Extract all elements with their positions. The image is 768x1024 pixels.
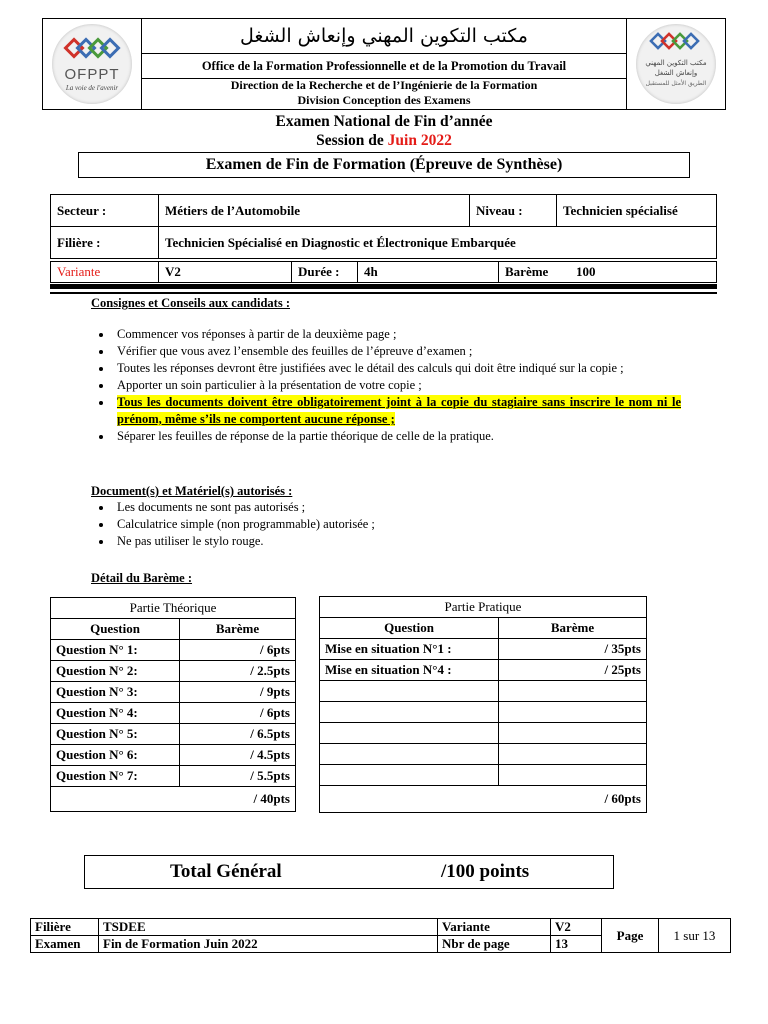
footer-page-label: Page <box>602 919 659 953</box>
practice-total: / 60pts <box>320 786 647 813</box>
ofppt-logo-emblem-arabic <box>636 24 716 104</box>
office-name: Office de la Formation Professionnelle et de la Promotion du Travail <box>142 53 626 79</box>
footer-table <box>30 918 731 953</box>
consigne-item: • Séparer les feuilles de réponse de la partie théorique de celle de la pratique. <box>113 428 681 445</box>
exam-info-table <box>50 194 717 259</box>
secteur-label: Secteur : <box>51 195 159 227</box>
col-bareme: Barème <box>499 618 647 639</box>
documents-section <box>91 484 681 550</box>
question-label: Question N° 4: <box>51 703 180 724</box>
exam-national-title: Examen National de Fin d’année <box>275 113 493 130</box>
question-label: Question N° 5: <box>51 724 180 745</box>
variante-label: Variante <box>51 262 159 283</box>
consigne-item: • Toutes les réponses devront être justifiées avec le détail des calculs qui doit être indiqué sur la copie ; <box>113 360 681 377</box>
direction-line: Direction de la Recherche et de l’Ingénierie de la Formation <box>230 78 538 92</box>
situation-label <box>320 744 499 765</box>
duree-value: 4h <box>358 262 499 283</box>
ofppt-logo-left <box>43 19 142 109</box>
logo-arabic-text: مكتب التكوين المهني وإنعاش الشغل <box>645 59 707 77</box>
documents-list <box>91 499 681 550</box>
total-label: Total Général <box>170 861 282 882</box>
question-label: Question N° 7: <box>51 766 180 787</box>
question-points: / 6pts <box>180 640 296 661</box>
col-question: Question <box>51 619 180 640</box>
ofppt-logo-emblem <box>52 24 132 104</box>
documents-title: Document(s) et Matériel(s) autorisés : <box>91 484 293 498</box>
niveau-label: Niveau : <box>470 195 557 227</box>
division-line: Division Conception des Examens <box>297 93 471 107</box>
situation-points <box>499 702 647 723</box>
footer-filiere-label: Filière <box>31 919 99 936</box>
col-bareme: Barème <box>180 619 296 640</box>
logo-arabic-tagline: الطريق الأمثل للمستقبل <box>645 80 707 87</box>
footer-page-value: 1 sur 13 <box>659 919 731 953</box>
footer-variante-label: Variante <box>438 919 551 936</box>
situation-label <box>320 765 499 786</box>
total-general-box <box>84 855 614 889</box>
arabic-title: مكتب التكوين المهني وإنعاش الشغل <box>240 25 528 47</box>
consignes-section <box>91 296 681 445</box>
document-item: • Ne pas utiliser le stylo rouge. <box>113 533 681 550</box>
question-label: Question N° 3: <box>51 682 180 703</box>
consigne-item-highlighted <box>113 394 681 428</box>
question-label: Question N° 6: <box>51 745 180 766</box>
session-prefix: Session de <box>316 132 388 149</box>
bareme-detail-title: Détail du Barème : <box>91 571 193 585</box>
filiere-value: Technicien Spécialisé en Diagnostic et Électronique Embarquée <box>159 227 717 259</box>
theory-total: / 40pts <box>51 787 296 812</box>
situation-label <box>320 681 499 702</box>
situation-points: / 35pts <box>499 639 647 660</box>
niveau-value: Technicien spécialisé <box>557 195 717 227</box>
logo-text: OFPPT <box>64 66 120 83</box>
footer-examen-label: Examen <box>31 936 99 953</box>
question-points: / 6.5pts <box>180 724 296 745</box>
consigne-item: • Apporter un soin particulier à la présentation de votre copie ; <box>113 377 681 394</box>
duree-label: Durée : <box>292 262 358 283</box>
situation-points <box>499 681 647 702</box>
exam-titles <box>0 112 768 150</box>
exam-type-title: Examen de Fin de Formation (Épreuve de Synthèse) <box>78 152 690 178</box>
footer-examen-value: Fin de Formation Juin 2022 <box>99 936 438 953</box>
question-label: Question N° 2: <box>51 661 180 682</box>
situation-points: / 25pts <box>499 660 647 681</box>
document-item: • Calculatrice simple (non programmable) autorisée ; <box>113 516 681 533</box>
session-line <box>0 131 768 150</box>
total-value: /100 points <box>441 861 530 882</box>
situation-points <box>499 723 647 744</box>
ofppt-logo-right <box>626 19 725 109</box>
bareme-value: 100 <box>570 262 717 283</box>
practice-score-table <box>319 596 647 813</box>
session-value: Juin 2022 <box>387 132 452 149</box>
situation-points <box>499 744 647 765</box>
footer-filiere-value: TSDEE <box>99 919 438 936</box>
footer-nbr-value: 13 <box>551 936 602 953</box>
question-points: / 4.5pts <box>180 745 296 766</box>
consigne-item: • Vérifier que vous avez l’ensemble des feuilles de l’épreuve d’examen ; <box>113 343 681 360</box>
direction-block <box>142 78 626 108</box>
practice-title: Partie Pratique <box>320 597 647 618</box>
secteur-value: Métiers de l’Automobile <box>159 195 470 227</box>
situation-label <box>320 723 499 744</box>
logo-tagline: La voie de l'avenir <box>65 84 119 92</box>
consigne-item: • Commencer vos réponses à partir de la deuxième page ; <box>113 326 681 343</box>
situation-label: Mise en situation N°4 : <box>320 660 499 681</box>
theory-score-table <box>50 597 296 812</box>
question-label: Question N° 1: <box>51 640 180 661</box>
separator-bar <box>50 284 717 294</box>
footer-variante-value: V2 <box>551 919 602 936</box>
question-points: / 6pts <box>180 703 296 724</box>
theory-title: Partie Théorique <box>51 598 296 619</box>
question-points: / 5.5pts <box>180 766 296 787</box>
question-points: / 2.5pts <box>180 661 296 682</box>
situation-label: Mise en situation N°1 : <box>320 639 499 660</box>
document-item: • Les documents ne sont pas autorisés ; <box>113 499 681 516</box>
variant-table <box>50 261 717 283</box>
header-center <box>142 19 626 109</box>
consignes-title: Consignes et Conseils aux candidats : <box>91 296 290 310</box>
highlighted-text: Tous les documents doivent être obligatoirement joint à la copie du stagiaire sans inscrire le nom ni le prénom, même s’ils ne comportent aucune réponse ; <box>117 395 681 426</box>
situation-label <box>320 702 499 723</box>
variante-value: V2 <box>159 262 292 283</box>
question-points: / 9pts <box>180 682 296 703</box>
ofppt-cubes-icon <box>52 24 132 104</box>
document-header <box>42 18 726 110</box>
bareme-label: Barème <box>499 262 571 283</box>
footer-nbr-label: Nbr de page <box>438 936 551 953</box>
consignes-list <box>91 326 681 445</box>
situation-points <box>499 765 647 786</box>
filiere-label: Filière : <box>51 227 159 259</box>
col-question: Question <box>320 618 499 639</box>
